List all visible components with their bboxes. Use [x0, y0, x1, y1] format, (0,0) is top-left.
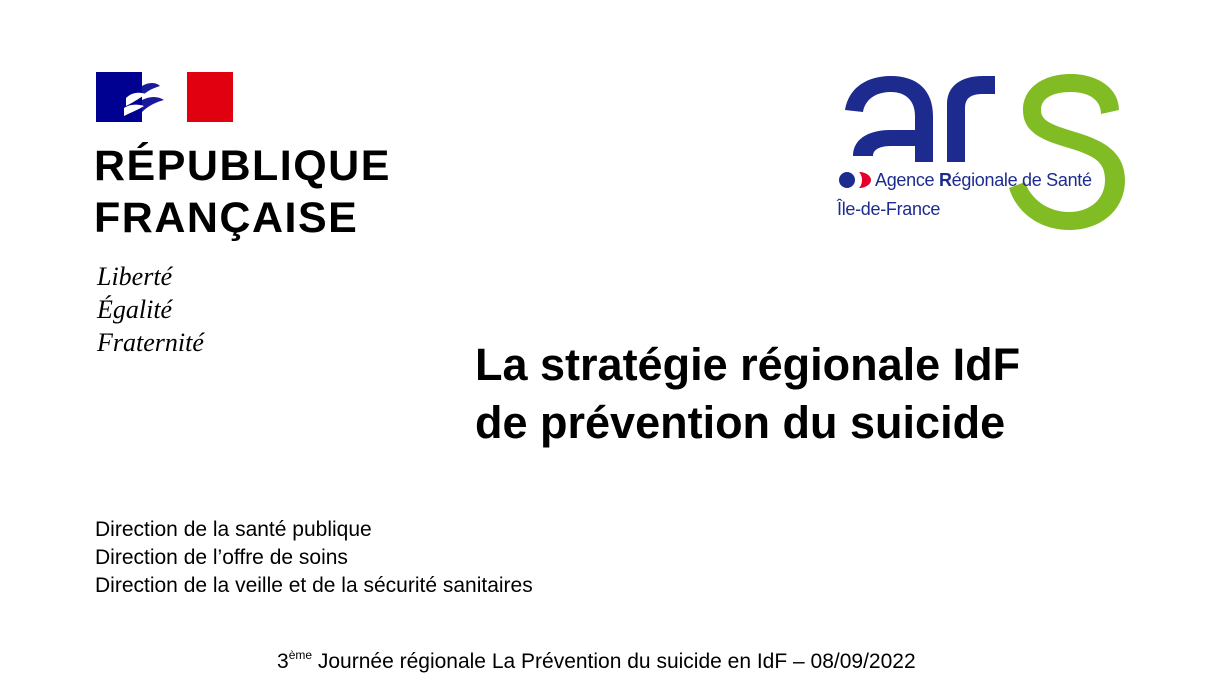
footer-text: Journée régionale La Prévention du suicide en IdF – 08/09/2022 — [312, 650, 916, 673]
page-title — [475, 336, 1020, 452]
ars-agence-label — [875, 170, 1092, 191]
republique-name-line2: FRANÇAISE — [94, 194, 359, 242]
republique-motto — [97, 260, 204, 359]
republique-francaise-name — [94, 140, 391, 244]
footer-ordinal-suffix: ème — [288, 648, 313, 662]
ars-agence-rest: égionale de Santé — [951, 170, 1092, 190]
ars-agence-middle: gence — [886, 170, 939, 190]
title-line1: La stratégie régionale IdF — [475, 339, 1021, 390]
ars-agence-r: R — [938, 170, 952, 190]
ars-agence-a: A — [875, 170, 887, 190]
republique-name-line1: RÉPUBLIQUE — [94, 142, 391, 190]
motto-fraternite: Fraternité — [97, 328, 204, 357]
direction-item: Direction de la veille et de la sécurité sanitaires — [95, 574, 533, 597]
title-line2: de prévention du suicide — [475, 397, 1006, 448]
motto-egalite: Égalité — [97, 295, 173, 324]
direction-item: Direction de la santé publique — [95, 518, 372, 541]
motto-liberte: Liberté — [97, 262, 173, 291]
ars-region-label: Île-de-France — [837, 199, 941, 219]
footer-ordinal-number: 3 — [277, 650, 289, 673]
marianne-flag-icon — [96, 72, 233, 122]
directions-list — [95, 516, 533, 600]
footer-event-line — [277, 648, 916, 674]
direction-item: Direction de l’offre de soins — [95, 546, 348, 569]
